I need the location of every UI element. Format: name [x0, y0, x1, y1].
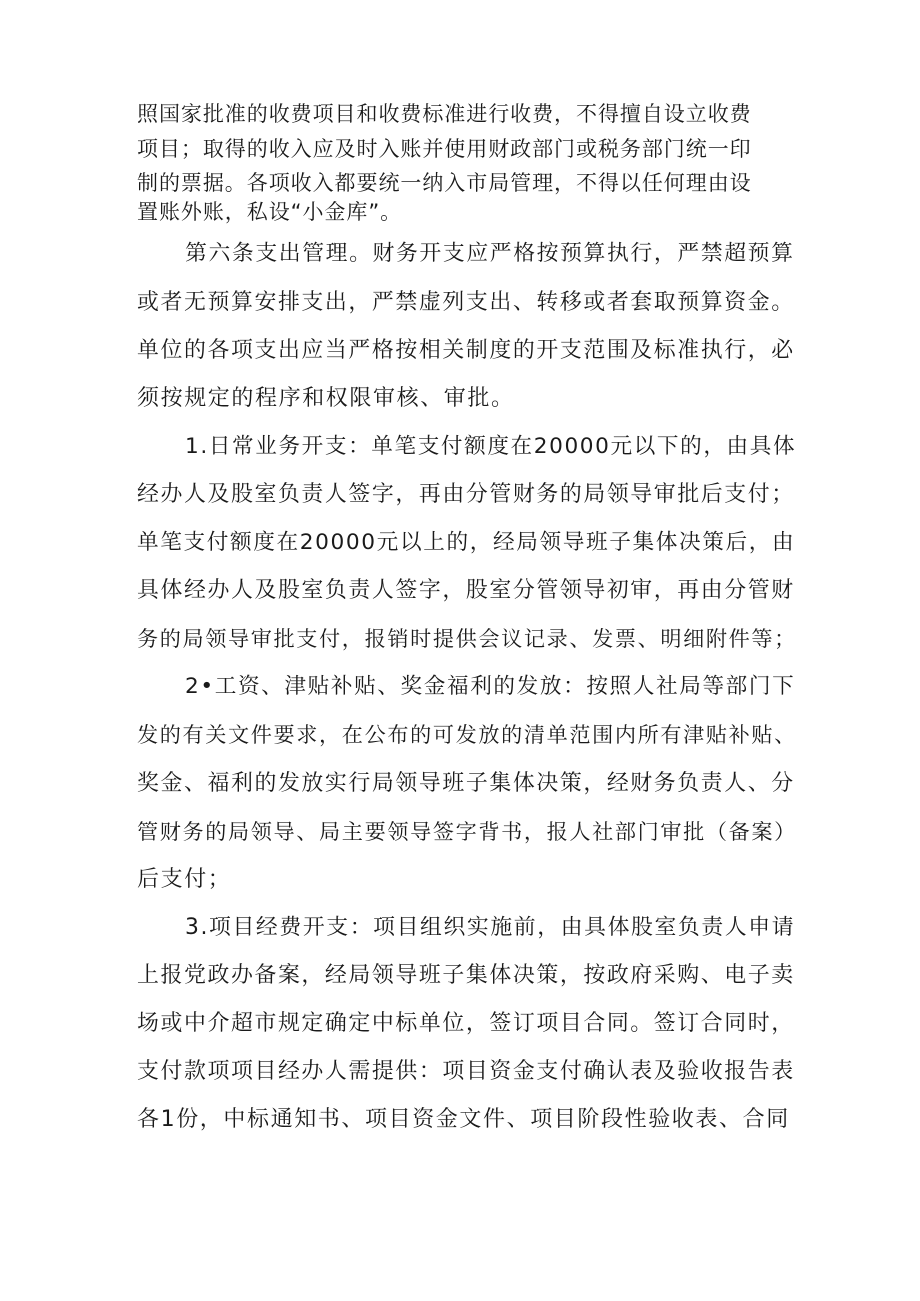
text-line: 奖金、福利的发放实行局领导班子集体决策，经财务负责人、分: [137, 771, 795, 796]
text-line: 单位的各项支出应当严格按相关制度的开支范围及标准执行，必: [137, 338, 795, 363]
text-line: 第六条支出管理。财务开支应严格按预算执行，严禁超预算: [185, 241, 795, 266]
text-line: 置账外账，私设“小金库”。: [137, 200, 403, 224]
text-line: 管财务的局领导、局主要领导签字背书，报人社部门审批（备案）: [137, 819, 797, 844]
text-line: 1.日常业务开支：单笔支付额度在20000元以下的，由具体: [185, 434, 797, 459]
text-line: 2•工资、津贴补贴、奖金福利的发放：按照人社局等部门下: [185, 674, 796, 699]
text-line: 项目；取得的收入应及时入账并使用财政部门或税务部门统一印: [137, 137, 752, 161]
text-line: 各1份，中标通知书、项目资金文件、项目阶段性验收表、合同: [137, 1107, 790, 1132]
text-line: 具体经办人及股室负责人签字，股室分管领导初审，再由分管财: [137, 578, 795, 603]
text-line: 3.项目经费开支：项目组织实施前，由具体股室负责人申请: [185, 915, 796, 940]
text-line: 上报党政办备案，经局领导班子集体决策，按政府采购、电子卖: [137, 963, 795, 988]
text-line: 或者无预算安排支出，严禁虚列支出、转移或者套取预算资金。: [137, 290, 795, 315]
text-line: 须按规定的程序和权限审核、审批。: [137, 386, 515, 411]
text-line: 支付款项项目经办人需提供：项目资金支付确认表及验收报告表: [137, 1059, 795, 1084]
text-line: 发的有关文件要求，在公布的可发放的清单范围内所有津贴补贴、: [137, 722, 797, 747]
text-line: 制的票据。各项收入都要统一纳入市局管理，不得以任何理由设: [137, 171, 752, 195]
text-line: 场或中介超市规定确定中标单位，签订项目合同。签订合同时，: [137, 1011, 795, 1036]
text-line: 单笔支付额度在20000元以上的，经局领导班子集体决策后，由: [137, 530, 796, 555]
text-line: 经办人及股室负责人签字，再由分管财务的局领导审批后支付；: [137, 482, 795, 507]
text-line: 后支付；: [137, 867, 232, 892]
text-line: 务的局领导审批支付，报销时提供会议记录、发票、明细附件等；: [137, 626, 797, 651]
text-line: 照国家批准的收费项目和收费标准进行收费，不得擅自设立收费: [137, 102, 752, 126]
